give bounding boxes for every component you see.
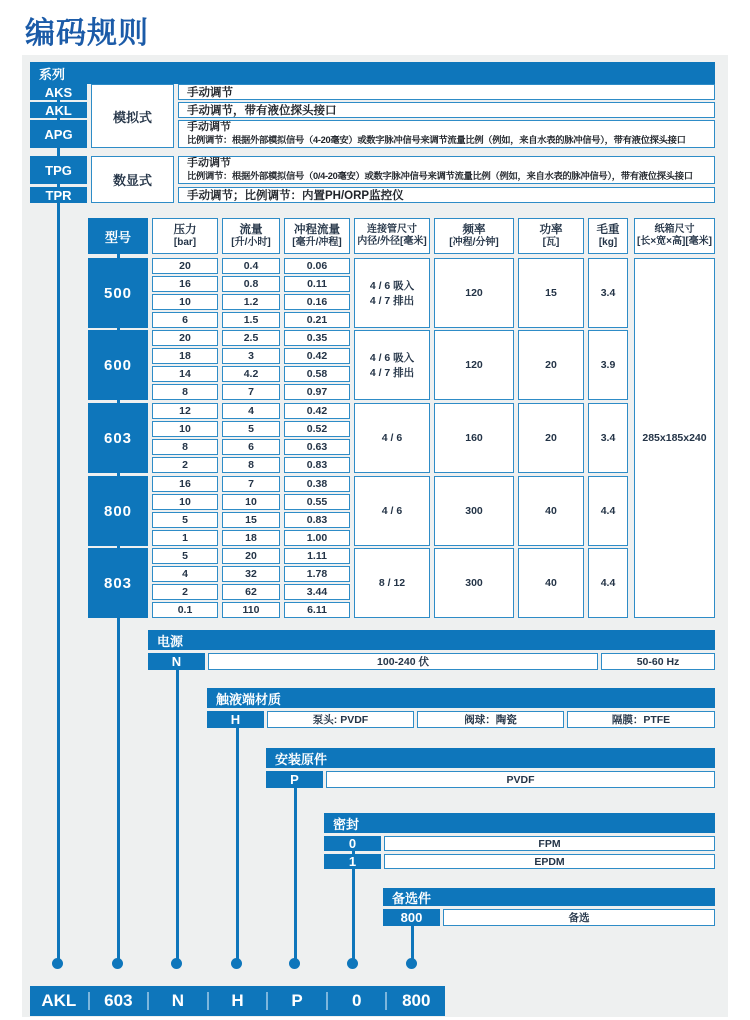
cell: 0.1 [152, 602, 218, 618]
cell: 18 [222, 530, 280, 546]
cell: 0.06 [284, 258, 350, 274]
code-segment-material: H [231, 991, 244, 1010]
cell: 3.44 [284, 584, 350, 600]
connector-line-material [236, 718, 239, 964]
freq-cell: 120 [434, 330, 514, 400]
series-section-header: 系列 [30, 62, 715, 84]
spec-header-freq: 频率 [冲程/分钟] [434, 218, 514, 254]
mount-section-header: 安装原件 [266, 748, 715, 768]
cell: 10 [152, 421, 218, 437]
cell: 20 [152, 330, 218, 346]
power-code: N [148, 653, 205, 670]
cell: 10 [222, 494, 280, 510]
optional-section-header: 备选件 [383, 888, 715, 906]
weight-cell: 4.4 [588, 476, 628, 546]
seal-code-1: 1 [324, 854, 381, 869]
model-600: 600 [88, 330, 148, 400]
cell: 8 [152, 384, 218, 400]
mount-value: PVDF [326, 771, 715, 788]
freq-cell: 120 [434, 258, 514, 328]
cell: 4 [222, 403, 280, 419]
power-frequency: 50-60 Hz [601, 653, 715, 670]
cell: 18 [152, 348, 218, 364]
material-valve-ball: 阀球：陶瓷 [417, 711, 564, 728]
series-desc-tpr: 手动调节；比例调节：内置PH/ORP监控仪 [178, 187, 715, 203]
pipe-cell: 4 / 6 吸入 4 / 7 排出 [354, 258, 430, 328]
connector-line-mount [294, 778, 297, 964]
cell: 10 [152, 494, 218, 510]
connector-dot [289, 958, 300, 969]
cell: 1.11 [284, 548, 350, 564]
mount-code: P [266, 771, 323, 788]
cell: 20 [152, 258, 218, 274]
pipe-cell: 4 / 6 吸入 4 / 7 排出 [354, 330, 430, 400]
cell: 6 [222, 439, 280, 455]
cell: 62 [222, 584, 280, 600]
power-cell: 40 [518, 548, 584, 618]
cell: 1.78 [284, 566, 350, 582]
cell: 4.2 [222, 366, 280, 382]
cell: 0.83 [284, 457, 350, 473]
cell: 0.11 [284, 276, 350, 292]
cell: 1.2 [222, 294, 280, 310]
series-code-aks: AKS [30, 84, 87, 100]
cell: 0.21 [284, 312, 350, 328]
material-pump-head: 泵头: PVDF [267, 711, 414, 728]
cell: 5 [152, 548, 218, 564]
cell: 1.00 [284, 530, 350, 546]
cell: 0.16 [284, 294, 350, 310]
cell: 20 [222, 548, 280, 564]
connector-dot [347, 958, 358, 969]
power-cell: 40 [518, 476, 584, 546]
connector-dot [112, 958, 123, 969]
cell: 0.97 [284, 384, 350, 400]
cell: 1.5 [222, 312, 280, 328]
cell: 16 [152, 276, 218, 292]
cell: 6 [152, 312, 218, 328]
cell: 15 [222, 512, 280, 528]
series-code-tpg: TPG [30, 156, 87, 184]
series-type-analog: 模拟式 [91, 84, 174, 148]
series-desc-akl: 手动调节，带有液位探头接口 [178, 102, 715, 118]
connector-line-series [57, 80, 60, 964]
cell: 0.38 [284, 476, 350, 492]
seal-value-epdm: EPDM [384, 854, 715, 869]
connector-dot [406, 958, 417, 969]
cell: 2 [152, 584, 218, 600]
optional-code: 800 [383, 909, 440, 926]
spec-header-power: 功率 [瓦] [518, 218, 584, 254]
cell: 2 [152, 457, 218, 473]
series-code-tpr: TPR [30, 187, 87, 203]
spec-header-stroke: 冲程流量 [毫升/冲程] [284, 218, 350, 254]
weight-cell: 3.9 [588, 330, 628, 400]
cell: 0.52 [284, 421, 350, 437]
cell: 0.42 [284, 348, 350, 364]
cell: 0.55 [284, 494, 350, 510]
cell: 10 [152, 294, 218, 310]
cell: 12 [152, 403, 218, 419]
code-segment-mount: P [291, 991, 303, 1010]
cell: 0.83 [284, 512, 350, 528]
cell: 16 [152, 476, 218, 492]
power-section-header: 电源 [148, 630, 715, 650]
series-code-akl: AKL [30, 102, 87, 118]
code-segment-optional: 800 [402, 991, 431, 1010]
freq-cell: 300 [434, 548, 514, 618]
cell: 0.8 [222, 276, 280, 292]
connector-line-power [176, 660, 179, 964]
cell: 3 [222, 348, 280, 364]
series-type-digital: 数显式 [91, 156, 174, 203]
order-code-bar [30, 986, 445, 1016]
weight-cell: 3.4 [588, 403, 628, 473]
cell: 7 [222, 384, 280, 400]
code-segment-power: N [171, 991, 185, 1010]
connector-dot [52, 958, 63, 969]
series-desc-apg: 手动调节 比例调节：根据外部模拟信号（4-20毫安）或数字脉冲信号来调节流量比例（例如，来自水表的脉冲信号），带有液位探头接口 [178, 120, 715, 148]
page-title: 编码规则 [25, 17, 149, 50]
material-section-header: 触液端材质 [207, 688, 715, 708]
spec-header-model: 型号 [88, 218, 148, 254]
cell: 5 [222, 421, 280, 437]
spec-header-carton: 纸箱尺寸 [长×宽×高][毫米] [634, 218, 715, 254]
freq-cell: 160 [434, 403, 514, 473]
cell: 1 [152, 530, 218, 546]
cell: 14 [152, 366, 218, 382]
spec-header-pipe: 连接管尺寸 内径/外径[毫米] [354, 218, 430, 254]
cell: 5 [152, 512, 218, 528]
pipe-cell: 4 / 6 [354, 476, 430, 546]
cell: 110 [222, 602, 280, 618]
code-segment-model: 603 [104, 991, 133, 1010]
cell: 0.42 [284, 403, 350, 419]
model-800: 800 [88, 476, 148, 546]
material-code: H [207, 711, 264, 728]
weight-cell: 3.4 [588, 258, 628, 328]
spec-header-weight: 毛重 [kg] [588, 218, 628, 254]
cell: 8 [222, 457, 280, 473]
cell: 0.58 [284, 366, 350, 382]
cell: 0.63 [284, 439, 350, 455]
optional-value: 备选 [443, 909, 715, 926]
cell: 4 [152, 566, 218, 582]
weight-cell: 4.4 [588, 548, 628, 618]
seal-value-fpm: FPM [384, 836, 715, 851]
seal-code-0: 0 [324, 836, 381, 851]
material-diaphragm: 隔膜：PTFE [567, 711, 715, 728]
model-603: 603 [88, 403, 148, 473]
power-voltage: 100-240 伏 [208, 653, 598, 670]
freq-cell: 300 [434, 476, 514, 546]
pipe-cell: 8 / 12 [354, 548, 430, 618]
cell: 7 [222, 476, 280, 492]
spec-header-flow: 流量 [升/小时] [222, 218, 280, 254]
code-segment-seal: 0 [351, 991, 362, 1010]
power-cell: 15 [518, 258, 584, 328]
connector-dot [171, 958, 182, 969]
series-desc-aks: 手动调节 [178, 84, 715, 100]
model-500: 500 [88, 258, 148, 328]
model-803: 803 [88, 548, 148, 618]
spec-header-pressure: 压力 [bar] [152, 218, 218, 254]
carton-size-cell: 285x185x240 [634, 258, 715, 618]
pipe-cell: 4 / 6 [354, 403, 430, 473]
power-cell: 20 [518, 330, 584, 400]
code-segment-series: AKL [41, 991, 77, 1010]
cell: 32 [222, 566, 280, 582]
cell: 0.35 [284, 330, 350, 346]
connector-dot [231, 958, 242, 969]
series-code-apg: APG [30, 120, 87, 148]
cell: 0.4 [222, 258, 280, 274]
seal-section-header: 密封 [324, 813, 715, 833]
cell: 6.11 [284, 602, 350, 618]
cell: 8 [152, 439, 218, 455]
power-cell: 20 [518, 403, 584, 473]
cell: 2.5 [222, 330, 280, 346]
series-desc-tpg: 手动调节 比例调节：根据外部模拟信号（0/4-20毫安）或数字脉冲信号来调节流量比例（例如，来自水表的脉冲信号），带有液位探头接口 [178, 156, 715, 184]
